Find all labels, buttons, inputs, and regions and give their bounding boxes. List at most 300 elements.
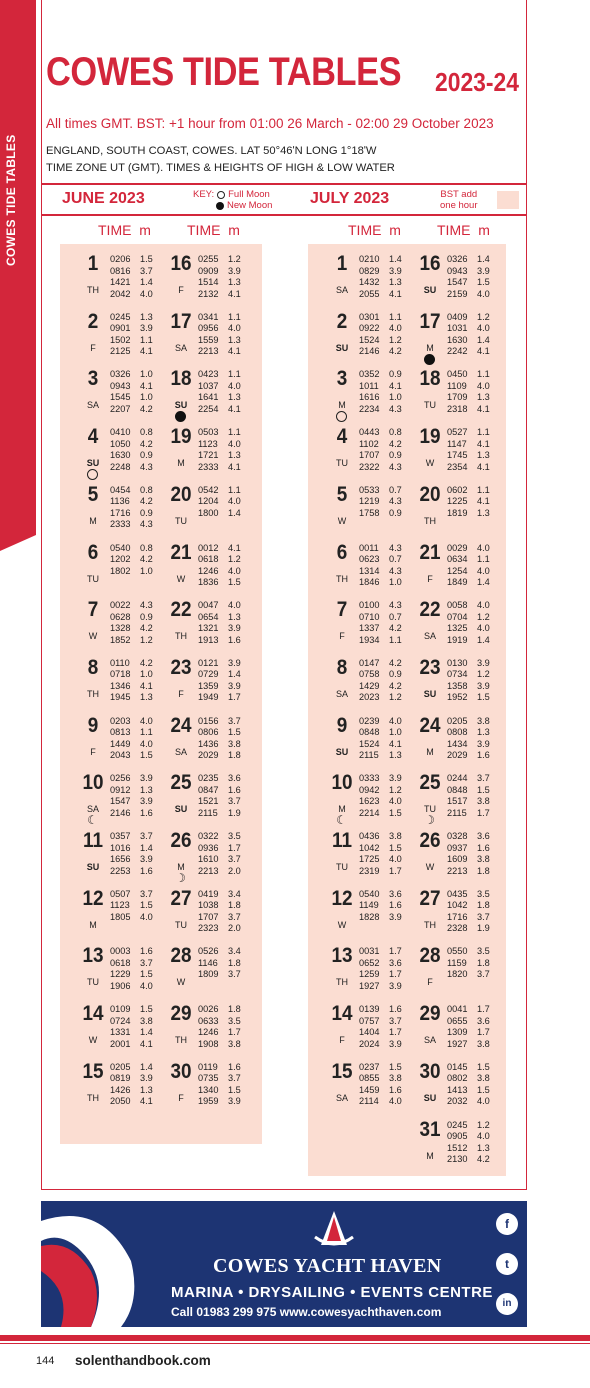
tide-height: 1.0 — [140, 669, 153, 680]
weekday: TU — [87, 977, 99, 988]
tide-height: 1.7 — [228, 692, 241, 703]
tide-row — [447, 889, 503, 901]
advert-services: MARINA • DRYSAILING • EVENTS CENTRE — [171, 1284, 493, 1301]
weekday: SU — [86, 862, 100, 872]
facebook-icon[interactable]: f — [496, 1213, 518, 1235]
tide-row — [447, 462, 503, 474]
tide-height: 0.9 — [389, 507, 402, 518]
tide-height: 1.5 — [389, 1061, 402, 1072]
tide-height: 3.9 — [477, 657, 490, 668]
tide-row — [110, 681, 166, 693]
day-number: 1 — [336, 252, 348, 275]
tide-time: 1709 — [447, 392, 468, 403]
tide-row — [359, 981, 415, 993]
tide-time: 2234 — [359, 403, 380, 414]
tide-row — [198, 969, 254, 981]
tide-height: 4.1 — [228, 403, 241, 414]
tide-row — [447, 266, 503, 278]
tide-time: 0322 — [198, 831, 219, 841]
tide-row — [198, 1004, 254, 1016]
tide-list — [198, 831, 254, 877]
tide-row — [198, 958, 254, 970]
tide-row — [447, 369, 503, 381]
tide-time: 0808 — [447, 727, 468, 738]
tide-row — [110, 866, 166, 878]
day-number: 25 — [170, 771, 192, 795]
tide-height: 3.8 — [477, 1038, 490, 1049]
tide-time: 1404 — [359, 1027, 380, 1038]
tide-time: 0503 — [198, 427, 219, 438]
tide-height: 4.0 — [228, 380, 241, 391]
weekday: SU — [86, 458, 100, 469]
tide-list — [447, 312, 503, 358]
tide-height: 3.5 — [477, 946, 490, 957]
tide-list — [198, 427, 254, 473]
tide-list — [110, 543, 166, 578]
side-tab-point — [0, 535, 36, 551]
tide-height: 1.1 — [477, 484, 490, 495]
tide-row — [359, 450, 415, 462]
tide-time: 1147 — [447, 438, 467, 449]
tide-row — [447, 808, 503, 820]
tide-time: 0527 — [447, 427, 468, 438]
tide-list — [359, 658, 415, 704]
tide-row — [198, 716, 254, 728]
day-number: 17 — [170, 309, 192, 333]
tide-time: 1225 — [447, 496, 468, 507]
tide-row — [198, 554, 254, 566]
weekday: SU — [423, 1092, 437, 1103]
tide-row — [110, 508, 166, 520]
tide-height: 3.9 — [477, 680, 490, 691]
tide-height: 3.7 — [477, 969, 490, 980]
tide-height: 3.8 — [477, 1073, 490, 1084]
tide-time: 0352 — [359, 369, 380, 380]
tide-row — [110, 485, 166, 497]
tide-row — [110, 277, 166, 289]
advert-contact: Call 01983 299 975 www.cowesyachthaven.com — [171, 1305, 442, 1319]
weekday: W — [176, 573, 186, 584]
cyh-logo-icon — [309, 1207, 359, 1249]
day-number: 11 — [332, 829, 352, 852]
tide-time: 1413 — [447, 1084, 468, 1095]
weekday: F — [178, 688, 184, 699]
tide-height: 1.4 — [477, 634, 490, 645]
tide-height: 1.5 — [389, 807, 402, 818]
tide-time: 0540 — [359, 888, 380, 899]
day-number: 15 — [82, 1059, 104, 1083]
tide-list — [447, 600, 503, 646]
tide-time: 0829 — [359, 265, 380, 276]
tide-height: 4.1 — [140, 346, 153, 357]
tide-list — [110, 946, 166, 992]
tide-time: 0618 — [198, 554, 219, 564]
tide-row — [110, 1016, 166, 1028]
day-number: 10 — [331, 771, 353, 795]
tide-height: 1.9 — [477, 923, 490, 934]
tide-row — [447, 392, 503, 404]
tide-height: 3.5 — [477, 888, 490, 899]
tide-height: 1.5 — [477, 784, 490, 795]
tide-row — [359, 785, 415, 797]
tide-time: 2328 — [447, 923, 468, 934]
tide-height: 0.9 — [140, 611, 153, 622]
tide-row — [110, 392, 166, 404]
tide-row — [110, 1096, 166, 1108]
tide-list — [447, 1004, 503, 1050]
tide-height: 1.3 — [477, 727, 490, 738]
tide-time: 0937 — [447, 842, 468, 853]
tide-time: 1325 — [447, 623, 468, 634]
day-number: 13 — [331, 944, 353, 968]
tide-time: 0435 — [447, 888, 468, 899]
col-m-label: m — [228, 222, 240, 238]
tide-row — [447, 946, 503, 958]
tide-height: 2.0 — [228, 923, 241, 934]
tide-time: 0542 — [198, 484, 219, 495]
tide-height: 1.5 — [228, 577, 241, 587]
tide-time: 1459 — [359, 1084, 380, 1095]
july-heading: JULY 2023 — [310, 190, 390, 207]
tide-time: 1802 — [110, 565, 131, 576]
tide-row — [359, 485, 415, 497]
tide-row — [359, 266, 415, 278]
tide-height: 0.8 — [140, 484, 153, 495]
location-line-2: TIME ZONE UT (GMT). TIMES & HEIGHTS OF HIGH & LOW WATER — [46, 162, 395, 174]
tide-list — [198, 658, 254, 704]
day-number: 7 — [336, 598, 348, 622]
tide-time: 0654 — [198, 611, 219, 622]
tide-list — [447, 773, 503, 819]
twitter-icon[interactable]: t — [496, 1253, 518, 1275]
divider-top — [41, 183, 527, 185]
tide-height: 1.6 — [477, 750, 490, 761]
tide-list — [110, 485, 166, 531]
tide-list — [110, 773, 166, 819]
tide-list — [447, 946, 503, 981]
tide-row — [359, 1027, 415, 1039]
tide-height: 1.7 — [228, 842, 241, 853]
tide-row — [198, 462, 254, 474]
tide-time: 1449 — [110, 738, 131, 749]
tide-time: 1805 — [110, 911, 131, 922]
weekday: M — [338, 400, 346, 411]
tide-time: 1246 — [198, 565, 219, 576]
footer-rule — [0, 1335, 590, 1341]
tide-time: 0724 — [110, 1015, 131, 1026]
tide-row — [359, 946, 415, 958]
tide-height: 4.0 — [140, 911, 153, 922]
tide-row — [110, 727, 166, 739]
tide-row — [447, 854, 503, 866]
day-number: 2 — [336, 309, 348, 333]
tide-time: 0450 — [447, 369, 468, 380]
tide-time: 0735 — [198, 1073, 219, 1084]
tide-height: 1.6 — [389, 900, 402, 911]
tide-row — [110, 958, 166, 970]
tide-time: 1517 — [447, 796, 468, 807]
tide-time: 1219 — [359, 496, 380, 507]
day-number: 4 — [336, 425, 348, 449]
tide-row — [110, 889, 166, 901]
tide-time: 1337 — [359, 623, 380, 634]
weekday: F — [339, 631, 345, 642]
day-number: 14 — [82, 1002, 104, 1026]
tide-row — [198, 1027, 254, 1039]
tide-height: 1.5 — [477, 1084, 490, 1095]
tide-row — [447, 612, 503, 624]
tide-time: 0757 — [359, 1015, 380, 1026]
tide-height: 1.3 — [228, 450, 241, 461]
tide-list — [359, 369, 415, 415]
tide-height: 1.3 — [477, 392, 490, 403]
tide-row — [359, 831, 415, 843]
tide-list — [110, 1004, 166, 1050]
tide-height: 3.9 — [477, 265, 490, 276]
tide-height: 3.7 — [228, 1073, 241, 1084]
location-info — [46, 143, 395, 177]
tide-time: 1800 — [198, 507, 219, 518]
tide-time: 0410 — [110, 427, 131, 438]
tide-row — [447, 1004, 503, 1016]
tide-row — [359, 1062, 415, 1074]
tide-time: 1716 — [447, 911, 468, 922]
tide-height: 3.9 — [228, 657, 241, 668]
tide-height: 3.6 — [477, 831, 490, 841]
tide-row — [198, 866, 254, 878]
tide-list — [447, 716, 503, 762]
tide-height: 1.2 — [477, 311, 490, 322]
tide-time: 2318 — [447, 403, 468, 414]
tide-time: 0758 — [359, 669, 380, 680]
tide-row — [359, 900, 415, 912]
tide-height: 4.1 — [228, 542, 241, 553]
tide-time: 0550 — [447, 946, 468, 957]
tide-height: 1.3 — [140, 784, 153, 795]
tide-time: 0041 — [447, 1004, 468, 1015]
tide-height: 1.3 — [477, 1142, 490, 1153]
page-number: 144 — [36, 1355, 55, 1367]
weekday: F — [427, 977, 433, 988]
tide-height: 4.3 — [140, 600, 153, 611]
key-new-label: New Moon — [227, 200, 273, 211]
tide-row — [359, 796, 415, 808]
tide-row — [198, 323, 254, 335]
tide-row — [110, 543, 166, 555]
tide-time: 1809 — [198, 969, 219, 980]
tide-height: 1.7 — [389, 865, 402, 876]
tide-height: 1.4 — [477, 334, 490, 345]
tide-time: 2213 — [198, 346, 219, 357]
tide-time: 0922 — [359, 323, 380, 334]
tide-row — [447, 346, 503, 358]
tide-time: 1707 — [198, 911, 219, 922]
tide-height: 4.0 — [477, 288, 490, 299]
tide-time: 1616 — [359, 392, 380, 403]
tide-time: 1429 — [359, 680, 380, 691]
tide-height: 1.6 — [140, 946, 153, 957]
tide-height: 1.4 — [140, 1061, 153, 1072]
tide-time: 1656 — [110, 854, 131, 864]
tide-row — [198, 381, 254, 393]
divider-header — [41, 214, 527, 216]
key-label: KEY: — [193, 189, 215, 200]
tide-row — [447, 1096, 503, 1108]
tide-height: 1.4 — [140, 277, 153, 287]
tide-row — [447, 773, 503, 785]
tide-time: 0205 — [110, 1061, 131, 1072]
tide-time: 1421 — [110, 277, 131, 287]
tide-list — [110, 831, 166, 877]
tide-row — [359, 277, 415, 289]
tide-row — [198, 612, 254, 624]
tide-time: 1259 — [359, 969, 380, 980]
tide-list — [447, 427, 503, 473]
tide-height: 1.3 — [389, 750, 402, 761]
tide-row — [198, 669, 254, 681]
footer-site[interactable]: solenthandbook.com — [75, 1353, 211, 1368]
tide-height: 3.7 — [140, 831, 153, 841]
linkedin-icon[interactable]: in — [496, 1293, 518, 1315]
tide-row — [198, 785, 254, 797]
tide-height: 4.0 — [389, 1096, 402, 1107]
tide-height: 4.0 — [389, 323, 402, 334]
tide-time: 2354 — [447, 461, 468, 472]
tide-time: 0326 — [110, 369, 131, 380]
tide-row — [447, 727, 503, 739]
tide-time: 0357 — [110, 831, 131, 841]
tide-row — [110, 1027, 166, 1039]
tide-row — [198, 450, 254, 462]
tide-time: 2213 — [198, 865, 219, 876]
advert-banner[interactable] — [41, 1201, 527, 1327]
tide-time: 0139 — [359, 1004, 380, 1015]
tide-list — [359, 600, 415, 646]
tide-row — [110, 496, 166, 508]
tide-row — [110, 1062, 166, 1074]
tide-list — [110, 658, 166, 704]
day-number: 15 — [331, 1059, 353, 1083]
day-number: 6 — [87, 540, 99, 564]
tide-row — [110, 785, 166, 797]
bst-note — [440, 189, 478, 211]
tide-time: 1359 — [198, 680, 219, 691]
tide-height: 1.4 — [140, 1027, 153, 1038]
tide-time: 2050 — [110, 1096, 131, 1107]
tide-row — [447, 554, 503, 566]
tide-row — [110, 843, 166, 855]
weekday: SA — [335, 285, 348, 295]
tide-row — [110, 808, 166, 820]
weekday: SA — [335, 1092, 348, 1103]
tide-row — [110, 369, 166, 381]
tide-row — [359, 600, 415, 612]
tide-time: 0409 — [447, 311, 468, 322]
location-line-1: ENGLAND, SOUTH COAST, COWES. LAT 50°46ʹN LONG 1°18ʹW — [46, 145, 377, 157]
tide-time: 0436 — [359, 831, 380, 841]
tide-height: 1.3 — [477, 507, 490, 518]
tide-height: 4.3 — [389, 565, 402, 576]
tide-height: 4.2 — [140, 554, 153, 564]
tide-height: 1.8 — [228, 900, 241, 911]
weekday: F — [427, 573, 433, 584]
tide-height: 4.1 — [140, 380, 153, 391]
tide-list — [198, 543, 254, 589]
tide-row — [447, 1016, 503, 1028]
tide-time: 0119 — [198, 1061, 218, 1072]
tide-time: 2322 — [359, 461, 380, 472]
tide-list — [447, 1062, 503, 1108]
tide-time: 0156 — [198, 715, 219, 726]
tide-height: 0.9 — [140, 450, 153, 461]
day-number: 26 — [170, 829, 192, 852]
tide-height: 3.6 — [389, 888, 402, 899]
weekday: SA — [174, 342, 187, 353]
tide-time: 1050 — [110, 438, 131, 449]
tide-height: 3.9 — [140, 323, 153, 334]
tide-list — [198, 1004, 254, 1050]
tide-height: 1.3 — [140, 1084, 153, 1095]
tide-time: 0943 — [447, 265, 468, 276]
col-m-label: m — [478, 222, 490, 238]
tide-time: 0210 — [359, 254, 380, 264]
tide-time: 2115 — [359, 750, 379, 761]
tide-row — [198, 335, 254, 347]
tide-list — [110, 312, 166, 358]
tide-time: 1927 — [359, 980, 380, 991]
tide-time: 1136 — [110, 496, 130, 507]
tide-height: 3.8 — [389, 831, 402, 841]
weekday: F — [90, 746, 96, 757]
tide-list — [110, 1062, 166, 1108]
tide-row — [447, 750, 503, 762]
tide-time: 1146 — [198, 957, 218, 968]
tide-row — [198, 254, 254, 266]
tide-height: 1.1 — [477, 427, 490, 438]
tide-row — [359, 612, 415, 624]
tide-height: 4.1 — [477, 438, 490, 449]
tide-time: 2032 — [447, 1096, 468, 1107]
tide-row — [359, 1039, 415, 1051]
tide-list — [110, 889, 166, 924]
day-number: 13 — [82, 944, 104, 968]
tide-height: 1.7 — [389, 969, 402, 980]
tide-height: 1.6 — [389, 1084, 402, 1095]
tide-time: 0147 — [359, 657, 380, 668]
weekday: TH — [424, 919, 436, 930]
tide-height: 4.1 — [389, 380, 402, 391]
tide-height: 3.7 — [228, 715, 241, 726]
tide-row — [359, 692, 415, 704]
tide-height: 1.5 — [228, 1084, 241, 1095]
tide-height: 1.7 — [477, 1004, 490, 1015]
tide-height: 1.2 — [477, 611, 490, 622]
tide-list — [359, 485, 415, 520]
tide-height: 4.2 — [389, 623, 402, 634]
tide-height: 1.6 — [228, 634, 241, 645]
tide-height: 3.7 — [477, 911, 490, 922]
tide-time: 1959 — [198, 1096, 219, 1107]
tide-row — [447, 543, 503, 555]
tide-height: 4.0 — [140, 715, 153, 726]
weekday: TH — [336, 573, 348, 584]
tide-time: 1758 — [359, 507, 380, 518]
day-number: 30 — [419, 1059, 441, 1083]
tide-height: 1.1 — [140, 334, 153, 345]
tide-row — [447, 485, 503, 497]
page-years: 2023-24 — [435, 67, 519, 97]
tide-time: 2253 — [110, 865, 131, 876]
